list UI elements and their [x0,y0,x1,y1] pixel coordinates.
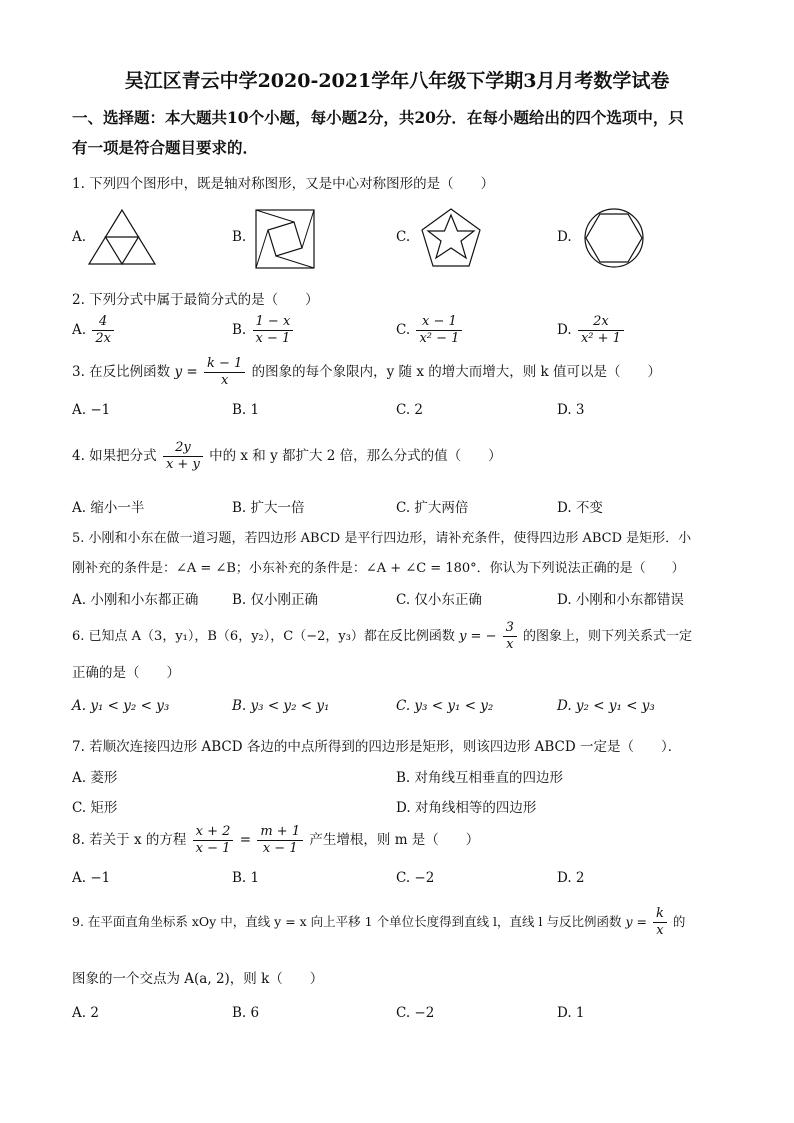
denominator: x − 1 [255,331,291,346]
question-9-post: 的 [672,914,686,929]
question-2-stem: 2. 下列分式中属于最简分式的是（ ） [72,292,319,308]
question-2-option-c [396,314,464,347]
question-1-option-a-label: A. [72,229,87,245]
pentagon-with-star-icon [418,206,484,270]
option-label: C. [396,322,411,338]
question-8-option-a: A. −1 [72,870,111,886]
question-7-option-b: B. 对角线互相垂直的四边形 [396,770,564,786]
question-7-option-c: C. 矩形 [72,800,118,816]
question-9-pre: 9. 在平面直角坐标系 xOy 中，直线 y = x 向上平移 1 个单位长度得到直线 l，直线 l 与反比例函数 [72,914,622,929]
fraction [416,314,462,347]
question-4-option-d: D. 不变 [557,500,603,516]
question-4-post: 中的 x 和 y 都扩大 2 倍，那么分式的值（ ） [209,448,502,464]
denominator: x² − 1 [419,331,460,346]
question-6-stem-line-2: 正确的是（ ） [72,665,180,681]
function-lhs: y = [625,914,648,929]
function-lhs: y = − [459,629,497,644]
section-header-line-1: 一、选择题：本大题共10个小题，每小题2分，共20分．在每小题给出的四个选项中，只 [72,108,684,127]
question-6-option-a: A. y₁ < y₂ < y₃ [72,698,170,714]
numerator: 4 [92,314,114,331]
question-2-option-d [557,314,626,347]
denominator: x + y [165,457,200,472]
fraction [503,620,517,653]
numerator: 1 − x [253,314,294,331]
question-8-post: 产生增根，则 m 是（ ） [309,832,480,848]
question-8-stem [72,824,479,857]
fraction-right [257,824,303,857]
question-6-post: 的图象上，则下列关系式一定 [523,629,693,644]
question-4-option-c: C. 扩大两倍 [396,500,469,516]
question-3-option-c: C. 2 [396,402,424,418]
circle-with-hexagon-icon [582,206,646,270]
fraction [204,356,245,389]
question-6-option-d: D. y₂ < y₁ < y₃ [557,698,655,714]
denominator: x [656,923,664,938]
question-5-option-b: B. 仅小刚正确 [232,592,319,608]
numerator: m + 1 [257,824,303,841]
question-6-pre: 6. 已知点 A（3，y₁），B（6，y₂），C（−2，y₃）都在反比例函数 [72,629,455,644]
denominator: x² + 1 [580,331,621,346]
question-9-option-a: A. 2 [72,1005,99,1021]
function-lhs: y = [174,364,198,380]
section-header-line-2: 有一项是符合题目要求的． [72,138,259,157]
question-9-option-c: C. −2 [396,1005,435,1021]
question-7-option-d: D. 对角线相等的四边形 [396,800,537,816]
question-4-stem [72,440,502,473]
question-2-option-a [72,314,116,347]
question-3-option-b: B. 1 [232,402,260,418]
question-3-option-a: A. −1 [72,402,111,418]
question-5-option-a: A. 小刚和小东都正确 [72,592,199,608]
question-6-option-b: B. y₃ < y₂ < y₁ [232,698,330,714]
fraction [253,314,294,347]
numerator: 2x [578,314,624,331]
question-7-option-a: A. 菱形 [72,770,118,786]
question-5-option-c: C. 仅小东正确 [396,592,482,608]
question-1-stem: 1. 下列四个图形中，既是轴对称图形，又是中心对称图形的是（ ） [72,176,495,192]
question-3-pre: 3. 在反比例函数 [72,364,171,380]
question-3-option-d: D. 3 [557,402,585,418]
numerator: k [653,906,667,923]
fraction-left [193,824,234,857]
question-6-option-c: C. y₃ < y₁ < y₂ [396,698,494,714]
numerator: 2y [163,440,203,457]
question-4-option-a: A. 缩小一半 [72,500,145,516]
question-1-option-d-label: D. [557,229,572,245]
question-9-option-d: D. 1 [557,1005,585,1021]
question-1-option-b-label: B. [232,229,247,245]
question-1-option-c-label: C. [396,229,411,245]
fraction [653,906,667,939]
question-5-option-d: D. 小刚和小东都错误 [557,592,684,608]
exam-title: 吴江区青云中学2020-2021学年八年级下学期3月月考数学试卷 [124,70,670,92]
question-5-stem-line-1: 5. 小刚和小东在做一道习题，若四边形 ABCD 是平行四边形，请补充条件，使得四边形 ABCD 是矩形．小 [72,531,692,546]
question-8-option-d: D. 2 [557,870,585,886]
denominator: 2x [95,331,111,346]
fraction [578,314,624,347]
option-label: D. [557,322,572,338]
numerator: 3 [503,620,517,637]
option-label: A. [72,322,87,338]
question-3-stem [72,356,661,389]
question-5-stem-line-2: 刚补充的条件是：∠A = ∠B；小东补充的条件是：∠A + ∠C = 180°．你认为下列说法正确的是（ ） [72,561,685,576]
question-4-pre: 4. 如果把分式 [72,448,157,464]
fraction [163,440,203,473]
fraction [92,314,114,347]
question-3-post: 的图象的每个象限内，y 随 x 的增大而增大，则 k 值可以是（ ） [251,364,661,380]
question-9-stem [72,906,685,939]
denominator: x − 1 [195,841,231,856]
denominator: x [506,637,514,652]
square-with-rotated-square-icon [254,208,316,270]
option-label: B. [232,322,247,338]
denominator: x − 1 [262,841,298,856]
question-6-stem [72,620,692,653]
question-8-option-b: B. 1 [232,870,260,886]
question-9-stem-line-2: 图象的一个交点为 A(a, 2)，则 k（ ） [72,971,324,987]
denominator: x [220,373,229,388]
question-4-option-b: B. 扩大一倍 [232,500,305,516]
question-8-pre: 8. 若关于 x 的方程 [72,832,187,848]
numerator: x + 2 [193,824,234,841]
question-9-option-b: B. 6 [232,1005,260,1021]
question-7-stem: 7. 若顺次连接四边形 ABCD 各边的中点所得到的四边形是矩形，则该四边形 ABCD 一定是（ ）． [72,739,682,755]
question-2-option-b [232,314,295,347]
subdivided-triangle-icon [86,207,158,267]
numerator: k − 1 [204,356,245,373]
numerator: x − 1 [416,314,462,331]
question-8-option-c: C. −2 [396,870,435,886]
equals-sign: = [239,832,252,848]
